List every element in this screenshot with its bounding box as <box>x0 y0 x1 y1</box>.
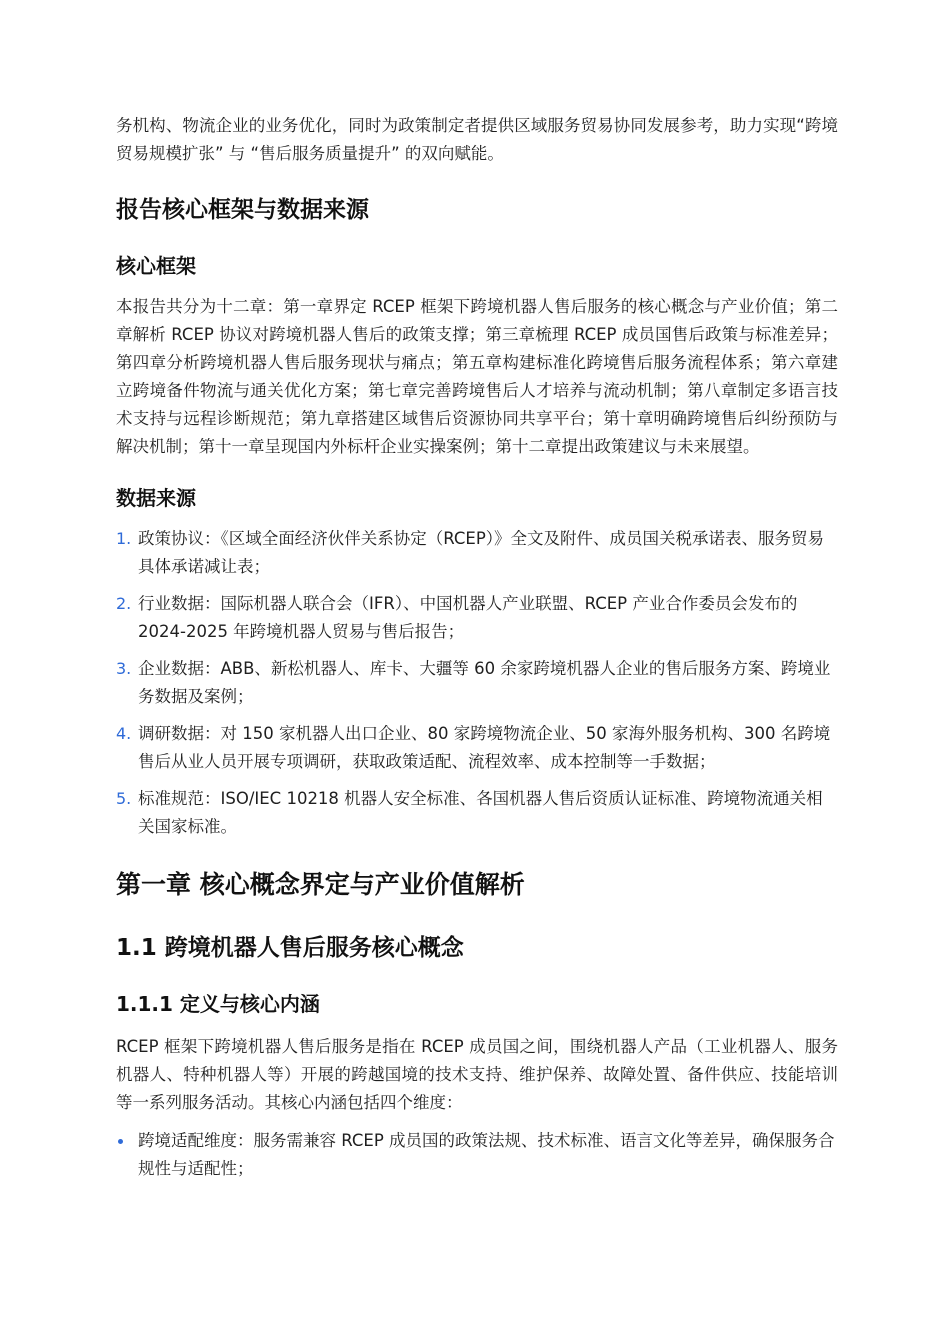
list-number: 1. <box>116 529 132 548</box>
list-item <box>116 785 838 841</box>
list-number: 2. <box>116 594 132 613</box>
list-number: 5. <box>116 789 132 808</box>
list-item <box>116 1127 838 1183</box>
list-number: 3. <box>116 659 132 678</box>
subsection-1-1-1-title: 1.1.1 定义与核心内涵 <box>116 992 320 1016</box>
data-sources-list <box>116 525 838 841</box>
list-item <box>116 525 838 581</box>
list-item <box>116 590 838 646</box>
dimensions-list <box>116 1127 838 1183</box>
core-framework-title: 核心框架 <box>116 254 196 278</box>
list-item <box>116 720 838 776</box>
intro-paragraph: 务机构、物流企业的业务优化，同时为政策制定者提供区域服务贸易协同发展参考，助力实现“跨境贸易规模扩张” 与 “售后服务质量提升” 的双向赋能。 <box>116 116 838 163</box>
list-item-text: 行业数据：国际机器人联合会（IFR）、中国机器人产业联盟、RCEP 产业合作委员会发布的 2024-2025 年跨境机器人贸易与售后报告； <box>138 594 798 641</box>
data-sources-title: 数据来源 <box>116 486 196 510</box>
list-item-text: 跨境适配维度：服务需兼容 RCEP 成员国的政策法规、技术标准、语言文化等差异，确保服务合规性与适配性； <box>138 1131 835 1178</box>
document-page <box>116 112 838 1192</box>
definition-paragraph: RCEP 框架下跨境机器人售后服务是指在 RCEP 成员国之间，围绕机器人产品（工业机器人、服务机器人、特种机器人等）开展的跨越国境的技术支持、维护保养、故障处置、备件供应、技能培训等一系列服务活动。其核心内涵包括四个维度： <box>116 1037 838 1112</box>
list-item-text: 政策协议：《区域全面经济伙伴关系协定（RCEP）》全文及附件、成员国关税承诺表、服务贸易具体承诺减让表； <box>138 529 825 576</box>
framework-section-title: 报告核心框架与数据来源 <box>116 197 369 223</box>
list-number: 4. <box>116 724 132 743</box>
list-item-text: 调研数据：对 150 家机器人出口企业、80 家跨境物流企业、50 家海外服务机构、300 名跨境售后从业人员开展专项调研，获取政策适配、流程效率、成本控制等一手数据； <box>138 724 831 771</box>
list-item-text: 企业数据：ABB、新松机器人、库卡、大疆等 60 余家跨境机器人企业的售后服务方案、跨境业务数据及案例； <box>138 659 831 706</box>
core-framework-paragraph: 本报告共分为十二章：第一章界定 RCEP 框架下跨境机器人售后服务的核心概念与产业价值；第二章解析 RCEP 协议对跨境机器人售后的政策支撑；第三章梳理 RCEP 成员国售后政策与标准差异；第四章分析跨境机器人售后服务现状与痛点；第五章构建标准化跨境售后服务流程体系；第六章建立跨境备件物流与通关优化方案；第七章完善跨境售后人才培养与流动机制；第八章制定多语言技术支持与远程诊断规范；第九章搭建区域售后资源协同共享平台；第十章明确跨境售后纠纷预防与解决机制；第十一章呈现国内外标杆企业实操案例；第十二章提出政策建议与未来展望。 <box>116 297 838 456</box>
section-1-1-title: 1.1 跨境机器人售后服务核心概念 <box>116 935 464 961</box>
list-item <box>116 655 838 711</box>
list-item-text: 标准规范：ISO/IEC 10218 机器人安全标准、各国机器人售后资质认证标准、跨境物流通关相关国家标准。 <box>138 789 823 836</box>
chapter-1-title: 第一章 核心概念界定与产业价值解析 <box>116 870 525 899</box>
bullet-icon <box>118 1139 123 1144</box>
